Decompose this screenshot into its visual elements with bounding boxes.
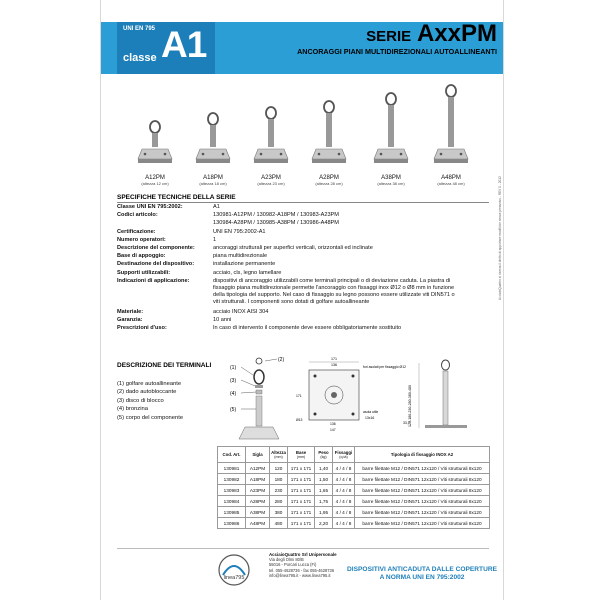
- specs-divider: [117, 202, 489, 203]
- anchor-a18pm-icon: [193, 111, 233, 175]
- table-header: Base (mm): [288, 447, 315, 463]
- spec-label: Supporti utilizzabili:: [117, 270, 171, 276]
- spec-label: Numero operatori:: [117, 237, 166, 243]
- spec-value: 10 anni: [213, 317, 232, 323]
- post-side-view: [443, 371, 448, 425]
- anchor-name: A18PM: [203, 175, 223, 181]
- footer-divider: [117, 548, 489, 549]
- norm-tag: UNI EN 795: [123, 26, 156, 32]
- specs-title: SPECIFICHE TECNICHE DELLA SERIE: [117, 194, 236, 201]
- company-name: AcciaioQuattro Srl Unipersonale: [269, 552, 337, 557]
- anchor-height: (altezza 48 cm): [437, 181, 465, 186]
- dim-147: 147: [330, 428, 336, 432]
- spec-value: ancoraggi strutturali per superfici verticali, orizzontali ed inclinate: [213, 245, 373, 251]
- anchor-name: A48PM: [441, 175, 461, 181]
- anchor-a48pm-icon: [431, 83, 471, 175]
- company-address-1: Via degli Olmi 80/B: [269, 557, 304, 563]
- table-header: Peso (kg): [315, 447, 333, 463]
- table-header: Fissaggi (q.tà): [333, 447, 355, 463]
- part-disc-shape: [255, 385, 263, 388]
- dim-fori-note: fori asolati per fissaggio Ø12: [363, 365, 406, 369]
- dim-136-bottom: 136: [330, 422, 336, 426]
- series-prefix: SERIE: [366, 28, 412, 45]
- anchor-name: A12PM: [145, 175, 165, 181]
- spec-value: 1: [213, 237, 217, 243]
- product-a18pm: [191, 111, 235, 186]
- datasheet-page: [100, 0, 504, 600]
- callout-5: (5): [230, 407, 237, 413]
- table-row: 130983 A23PM 230 171 x 171 1,65 4 / 4 / 8 barre filettate M12 / DIN571 12x120 / Viti strutturali 8x120: [218, 485, 490, 496]
- callout-2: (2): [278, 357, 285, 363]
- table-row: 130981 A12PM 120 171 x 171 1,40 4 / 4 / 8 barre filettate M12 / DIN571 12x120 / Viti strutturali 8x120: [218, 463, 490, 474]
- dim-33-7: 33,7: [403, 421, 410, 425]
- company-phone: tel. 055-4628736 - fax 055-4628736: [269, 567, 335, 573]
- table-header: Cod. Art.: [218, 447, 246, 463]
- part-eyebolt-shape: [254, 370, 264, 384]
- linea795-logo-icon: [217, 553, 251, 587]
- plate-dimension-drawing: [293, 355, 406, 437]
- spec-value: A1: [213, 204, 220, 210]
- dim-136-top: 136: [331, 363, 337, 367]
- company-web: info@linea795.it - www.linea795.it: [269, 572, 331, 578]
- dim-asola: asola utile: [363, 410, 379, 414]
- product-a48pm: [429, 83, 473, 186]
- codes-table: [217, 446, 490, 529]
- spec-value: acciaio INOX AISI 304: [213, 309, 269, 315]
- product-a38pm: [369, 91, 413, 186]
- spec-label: Codici articolo:: [117, 212, 158, 218]
- spec-label: Indicazioni di applicazione:: [117, 278, 190, 284]
- anchor-height: (altezza 38 cm): [377, 181, 405, 186]
- class-label: classe: [123, 52, 157, 64]
- spec-value: piana multidirezionale: [213, 253, 268, 259]
- spec-value: In caso di intervento il componente deve essere obbligatoriamente sostituito: [213, 325, 402, 331]
- spec-label: Garanzia:: [117, 317, 143, 323]
- dim-171-top: 171: [331, 357, 337, 361]
- spec-value: 130981-A12PM / 130982-A18PM / 130983-A23PM: [213, 212, 339, 218]
- anchor-height: (altezza 12 cm): [141, 181, 169, 186]
- spec-value: acciaio, cls, legno lamellare: [213, 270, 282, 276]
- series-name: AxxPM: [416, 20, 497, 47]
- table-row: 130986 A48PM 480 171 x 171 2,20 4 / 4 / 8 barre filettate M12 / DIN571 12x120 / Viti strutturali 8x120: [218, 518, 490, 529]
- logo-text: linea795: [223, 575, 245, 581]
- table-header: Altezza (mm): [270, 447, 288, 463]
- anchor-a38pm-icon: [371, 91, 411, 175]
- part-base-shape: [239, 427, 279, 439]
- spec-value: UNI EN 795:2002-A1: [213, 229, 266, 235]
- product-a12pm: [133, 119, 177, 186]
- company-address-2: 55016 - Porcari Lucca (Fi): [269, 562, 317, 568]
- series-subtitle: ANCORAGGI PIANI MULTIDIREZIONALI AUTOALLINEANTI: [297, 47, 497, 56]
- anchor-a12pm-icon: [135, 119, 175, 175]
- spec-value: dispositivi di ancoraggio utilizzabili come terminali principali o di deviazione caduta. La piastra di: [213, 278, 451, 284]
- terminal-item: (5) corpo del componente: [117, 414, 184, 421]
- spec-label: Materiale:: [117, 309, 144, 315]
- spec-label: Classe UNI EN 795:2002:: [117, 204, 183, 210]
- dim-heights: 120-180-230-280-380-480: [408, 385, 412, 427]
- table-row: 130984 A28PM 280 171 x 171 1,75 4 / 4 / 8 barre filettate M12 / DIN571 12x120 / Viti strutturali 8x120: [218, 496, 490, 507]
- part-bushing-shape: [256, 390, 262, 394]
- product-a23pm: [249, 105, 293, 186]
- anchor-name: A28PM: [319, 175, 339, 181]
- terminals-list: [117, 380, 227, 422]
- anchor-name: A23PM: [261, 175, 281, 181]
- anchor-height: (altezza 23 cm): [257, 181, 285, 186]
- terminal-item: (3) disco di blocco: [117, 397, 164, 404]
- table-header-row: [218, 447, 490, 463]
- dim-phi13: Ø13: [296, 418, 303, 422]
- spec-value: viti strutturali. I componenti sono dotati di golfare autoallineante: [213, 299, 370, 305]
- spec-value: fissaggio piana multidirezionale permette l'ancoraggio con fissaggi inox Ø12 o Ø8 mm in funzione: [213, 285, 455, 291]
- part-body-shape: [256, 396, 262, 426]
- spec-label: Destinazione del dispositivo:: [117, 261, 195, 267]
- terminal-item: (1) golfare autoallineante: [117, 381, 182, 387]
- callout-4: (4): [230, 391, 237, 397]
- spec-value: installazione permanente: [213, 261, 276, 267]
- footer-slogan: [347, 566, 497, 581]
- product-lineup: [133, 86, 478, 186]
- anchor-name: A38PM: [381, 175, 401, 181]
- anchor-a23pm-icon: [251, 105, 291, 175]
- table-row: 130985 A38PM 380 171 x 171 1,95 4 / 4 / 8 barre filettate M12 / DIN571 12x120 / Viti strutturali 8x120: [218, 507, 490, 518]
- side-note: AcciaioQuattro si riserva il diritto di apportare modifiche senza preavviso - REV 0 - 2012: [498, 176, 502, 300]
- dim-asola-size: 13x16: [365, 416, 375, 420]
- exploded-diagram: [229, 355, 289, 443]
- callout-1: (1): [230, 365, 237, 371]
- terminals-title: DESCRIZIONE DEI TERMINALI: [117, 362, 212, 369]
- product-a28pm: [307, 99, 351, 186]
- class-code: A1: [161, 24, 207, 65]
- spec-label: Certificazione:: [117, 229, 156, 235]
- table-row: 130982 A18PM 180 171 x 171 1,50 4 / 4 / 8 barre filettate M12 / DIN571 12x120 / Viti strutturali 8x120: [218, 474, 490, 485]
- spec-label: Prescrizioni d'uso:: [117, 325, 167, 331]
- anchor-a28pm-icon: [309, 99, 349, 175]
- callout-3: (3): [230, 378, 237, 384]
- terminal-item: (2) dado autobloccante: [117, 389, 177, 396]
- dim-171-side: 171: [296, 394, 302, 398]
- spec-label: Base di appoggio:: [117, 253, 166, 259]
- footer-slogan-line-2: A NORMA UNI EN 795:2002: [379, 573, 465, 581]
- spec-value: 130984-A28PM / 130985-A38PM / 130986-A48PM: [213, 220, 339, 226]
- part-nut-shape: [256, 358, 262, 364]
- anchor-height: (altezza 28 cm): [315, 181, 343, 186]
- spec-label: Descrizione del componente:: [117, 245, 195, 251]
- spec-value: della tipologia del supporto. Nel caso di fissaggio su legno possono essere utilizzate viti DIN571 o: [213, 292, 455, 298]
- side-view-drawing: [399, 355, 493, 437]
- terminal-item: (4) bronzina: [117, 406, 148, 413]
- anchor-height: (altezza 18 cm): [199, 181, 227, 186]
- footer-slogan-line-1: DISPOSITIVI ANTICADUTA DALLE COPERTURE: [347, 566, 497, 573]
- base-side-view: [425, 425, 467, 428]
- table-header: Tipologia di fissaggio INOX A2: [355, 447, 490, 463]
- table-header: Sigla: [246, 447, 270, 463]
